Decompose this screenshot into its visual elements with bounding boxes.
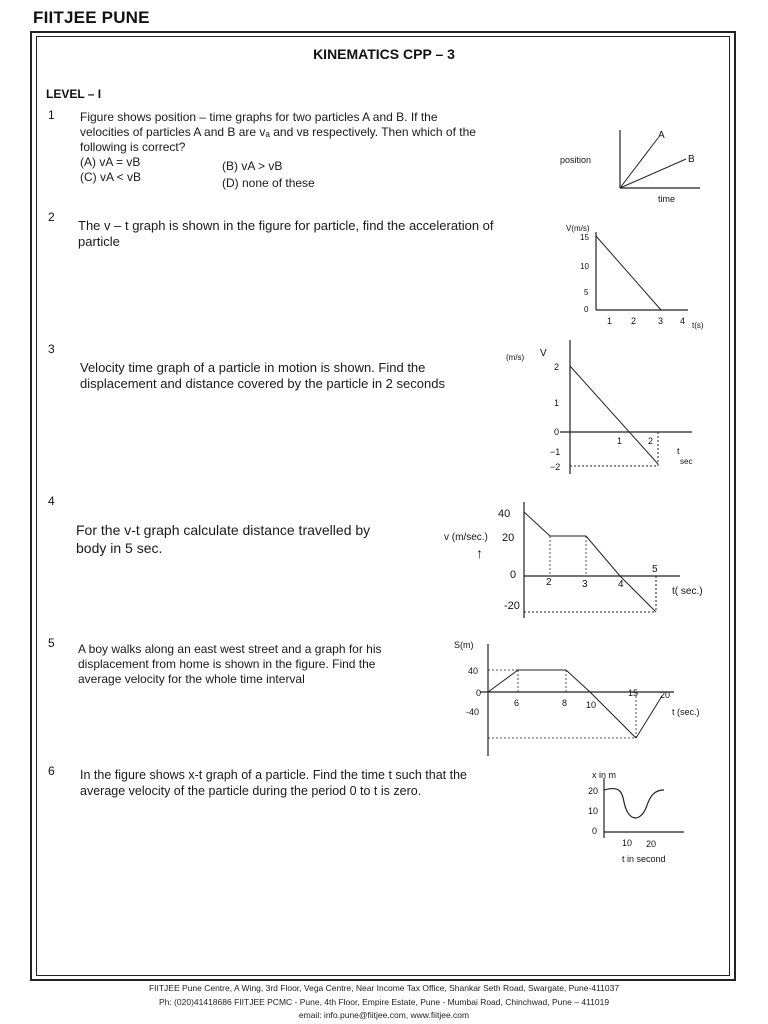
y-axis-label: v (m/sec.) [444,532,488,543]
question-3-text [80,360,445,393]
y-axis-label: S(m) [454,640,474,650]
question-3-line: displacement and distance covered by the particle in 2 seconds [80,376,445,392]
y-tick-label: 20 [588,786,599,796]
question-5-line: average velocity for the whole time interval [78,672,305,686]
y-axis-label: position [560,155,592,165]
question-5-text [78,642,382,687]
question-6-text [80,768,467,799]
question-6-number: 6 [48,764,55,778]
y-axis-label: x in m [592,770,617,780]
y-tick-label: 0 [476,688,482,698]
question-4-number: 4 [48,494,55,508]
y-tick-label: 2 [554,362,560,372]
x-tick-label: 3 [582,579,588,590]
x-tick-label: 2 [546,577,552,588]
question-4-text [76,522,370,557]
x-tick-label: 6 [514,698,520,708]
question-4-line: body in 5 sec. [76,539,163,556]
footer-address-line-2: Ph: (020)41418686 FIITJEE PCMC - Pune, 4th Floor, Empire Estate, Pune - Mumbai Road, Chinchwad, Pune – 411019 [158,997,610,1007]
y-tick-label: 0 [510,569,517,581]
question-1-option-b: (B) vA > vB [222,159,283,173]
x-tick-label: 1 [607,316,613,326]
x-tick-label: 3 [658,316,664,326]
question-1-option-c: (C) vA < vB [80,170,142,184]
y-tick-label: 10 [580,262,589,271]
x-tick-label: 10 [622,838,633,848]
x-tick-label: 2 [631,316,637,326]
y-tick-label: 20 [502,532,515,544]
question-5-number: 5 [48,636,55,650]
x-tick-label: 20 [660,690,671,700]
y-tick-label: 1 [554,398,560,408]
question-6-figure [584,768,694,868]
question-2-line: particle [78,234,120,250]
question-1-option-d: (D) none of these [222,176,315,190]
level-heading: LEVEL – I [46,87,102,101]
y-tick-label: -20 [504,600,520,612]
y-tick-label: 0 [554,427,560,437]
x-tick-label: 10 [586,700,597,710]
y-tick-label: 40 [468,666,479,676]
question-3-figure [502,336,702,476]
question-6-line: In the figure shows x-t graph of a particle. Find the time t such that the [80,768,468,782]
question-1-line: velocities of particles A and B are vₐ and vʙ respectively. Then which of the [80,125,476,139]
y-axis-label: V [540,348,547,359]
footer-contact: email: info.pune@fiitjee.com, www.fiitjee.com [298,1010,470,1020]
x-tick-label: 4 [618,579,624,590]
question-1-number: 1 [48,108,55,122]
x-tick-label: 8 [562,698,568,708]
question-1-text [80,110,476,155]
y-tick-label: -40 [466,707,480,717]
question-2-text [78,218,494,251]
y-tick-label: 0 [584,305,589,314]
question-6-line: average velocity of the particle during the period 0 to t is zero. [80,783,422,798]
x-tick-label: 2 [648,436,654,446]
question-4-figure [440,498,710,628]
y-tick-label: 15 [580,233,589,242]
question-2-number: 2 [48,210,55,224]
x-axis-label: t(s) [692,321,704,330]
question-1-figure [558,122,718,208]
x-tick-label: 20 [646,839,657,849]
question-1-line: following is correct? [80,140,186,154]
y-tick-label: 5 [584,288,589,297]
x-tick-label: 4 [680,316,686,326]
y-axis-unit: (m/s) [506,353,525,362]
question-1-line: Figure shows position – time graphs for two particles A and B. If the [80,110,438,124]
y-tick-label: −1 [550,447,561,457]
x-tick-label: 1 [617,436,623,446]
brand-header: FIITJEE PUNE [33,8,150,27]
question-2-figure [560,218,720,338]
y-tick-label: 0 [592,826,598,836]
question-2-line: The v – t graph is shown in the figure for particle, find the acceleration of [78,218,494,233]
x-axis-label: t( sec.) [672,586,703,597]
question-3-line: Velocity time graph of a particle in motion is shown. Find the [80,360,426,375]
y-tick-label: −2 [550,462,561,472]
question-3-number: 3 [48,342,55,356]
question-4-line: For the v-t graph calculate distance travelled by [76,522,371,538]
question-1-option-a: (A) vA = vB [80,155,141,169]
x-tick-label: 15 [628,688,639,698]
question-5-figure [446,636,716,760]
up-arrow-icon: ↑ [476,545,483,561]
sheet-title: KINEMATICS CPP – 3 [313,46,455,62]
x-tick-label: 5 [652,564,658,575]
x-axis-label: t (sec.) [672,707,700,717]
x-axis-label: t in second [622,854,666,864]
x-axis-label: time [658,194,676,204]
question-5-line: displacement from home is shown in the figure. Find the [78,657,376,671]
y-tick-label: 10 [588,806,599,816]
y-axis-label: V(m/s) [566,224,590,233]
y-tick-label: 40 [498,508,511,520]
question-5-line: A boy walks along an east west street and a graph for his [78,642,382,656]
footer-address-line-1: FIITJEE Pune Centre, A Wing, 3rd Floor, Vega Centre, Near Income Tax Office, Shankar Seth Road, Swargate, Pune-411037 [148,983,620,993]
line-a-label: A [658,130,665,141]
x-axis-unit: sec [680,457,693,466]
x-axis-label: t [677,446,680,456]
line-b-label: B [688,154,695,165]
